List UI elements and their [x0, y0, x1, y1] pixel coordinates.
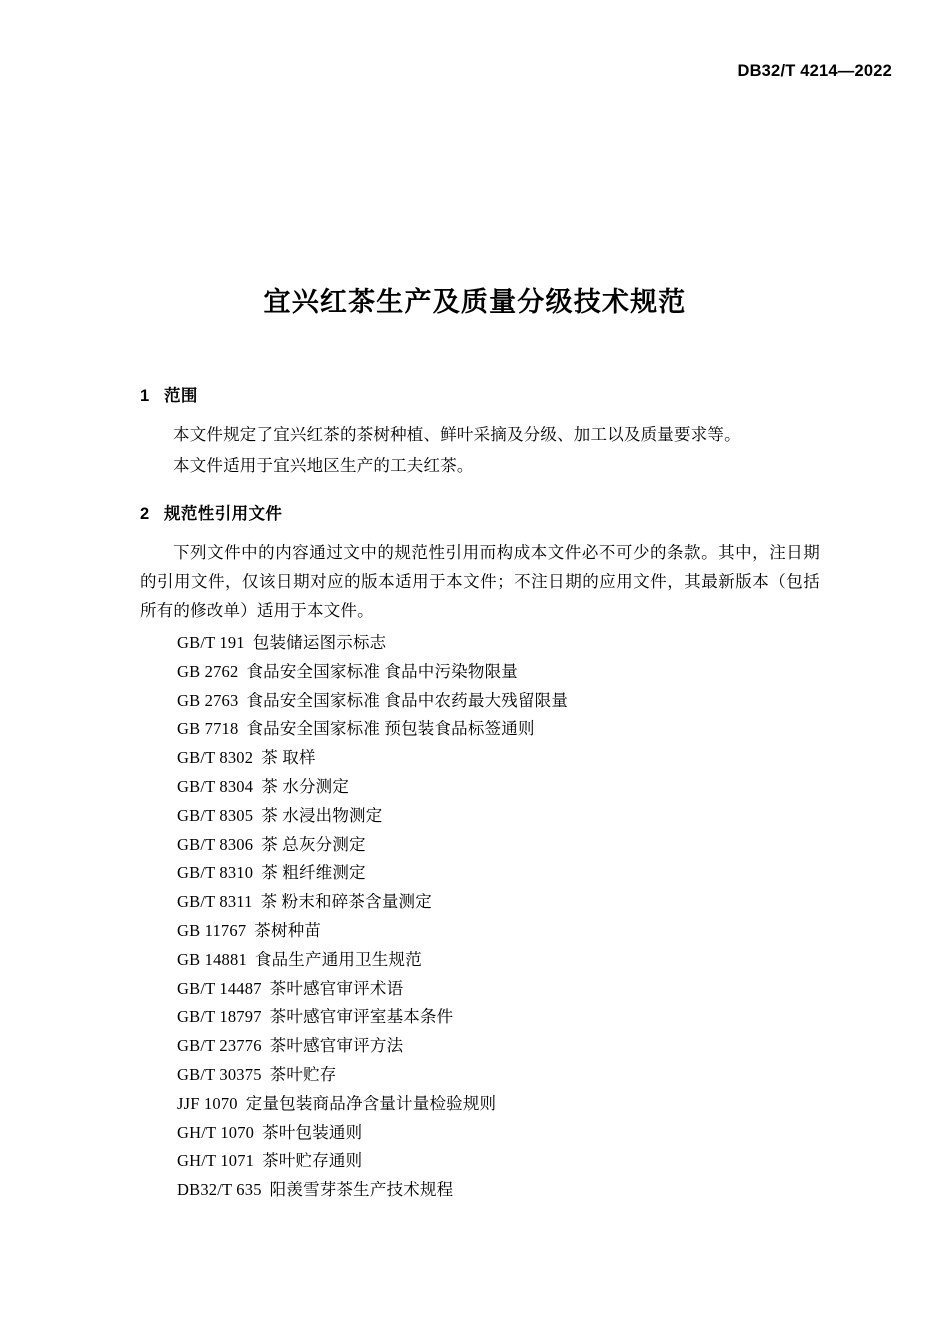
reference-title: 食品安全国家标准 食品中污染物限量: [246, 661, 518, 681]
list-item: [177, 744, 820, 773]
reference-title: 包装储运图示标志: [252, 633, 387, 652]
reference-title: 茶叶包装通则: [262, 1122, 363, 1142]
reference-title: 茶 粉末和碎茶含量测定: [260, 892, 432, 912]
list-item: [177, 975, 820, 1004]
list-item: [177, 859, 820, 888]
reference-title: 茶 粗纤维测定: [261, 863, 366, 883]
list-item: [177, 917, 820, 946]
list-item: [177, 946, 820, 975]
list-item: [177, 888, 820, 917]
list-item: [177, 687, 820, 716]
list-item: [177, 1032, 820, 1061]
reference-code: GB 14881: [177, 949, 247, 969]
reference-code: GB/T 18797: [177, 1007, 262, 1027]
page-header-standard-number: DB32/T 4214—2022: [737, 62, 892, 80]
normative-references-list: [140, 629, 820, 1205]
list-item: [177, 1176, 820, 1205]
reference-code: GB 2762: [177, 661, 239, 681]
reference-title: 茶 总灰分测定: [261, 834, 366, 854]
list-item: [177, 629, 820, 658]
section-heading-1: [140, 382, 820, 406]
reference-title: 茶叶贮存通则: [262, 1151, 363, 1171]
reference-code: GB/T 30375: [177, 1064, 262, 1084]
reference-code: GB/T 8311: [177, 892, 253, 912]
document-body: [140, 382, 820, 1205]
reference-title: 食品安全国家标准 食品中农药最大残留限量: [246, 690, 569, 710]
reference-title: 茶叶感官审评室基本条件: [269, 1007, 454, 1027]
reference-code: GB/T 23776: [177, 1036, 262, 1056]
section-2-paragraph-1: 下列文件中的内容通过文中的规范性引用而构成本文件必不可少的条款。其中，注日期的引用文件，仅该日期对应的版本适用于本文件；不注日期的应用文件，其最新版本（包括所有的修改单）适用于本文件。: [140, 543, 820, 620]
reference-code: GH/T 1070: [177, 1122, 255, 1142]
list-item: [177, 802, 820, 831]
section-title-1: 范围: [164, 387, 198, 405]
list-item: [177, 1147, 820, 1176]
reference-code: GB/T 8306: [177, 834, 254, 854]
reference-code: JJF 1070: [177, 1093, 238, 1113]
reference-title: 阳羡雪芽茶生产技术规程: [269, 1180, 454, 1200]
section-1-paragraph-1: 本文件规定了宜兴红茶的茶树种植、鲜叶采摘及分级、加工以及质量要求等。: [173, 425, 741, 444]
list-item: [177, 1061, 820, 1090]
reference-code: GB/T 8310: [177, 863, 254, 883]
section-number-2: 2: [140, 505, 150, 523]
reference-code: GB 2763: [177, 690, 239, 710]
reference-code: GH/T 1071: [177, 1151, 255, 1171]
reference-title: 食品安全国家标准 预包装食品标签通则: [246, 719, 535, 739]
reference-title: 定量包装商品净含量计量检验规则: [245, 1093, 497, 1113]
list-item: [177, 715, 820, 744]
reference-title: 茶 水分测定: [261, 776, 350, 796]
reference-code: GB 11767: [177, 920, 247, 940]
reference-title: 茶树种苗: [254, 920, 322, 940]
section-1-paragraph-2: 本文件适用于宜兴地区生产的工夫红茶。: [173, 456, 474, 475]
list-item: [177, 1090, 820, 1119]
reference-code: DB32/T 635: [177, 1180, 262, 1200]
reference-title: 茶 取样: [261, 748, 316, 768]
reference-code: GB/T 8304: [177, 776, 254, 796]
reference-code: GB/T 14487: [177, 978, 262, 998]
reference-code: GB/T 8302: [177, 748, 254, 768]
reference-title: 茶 水浸出物测定: [261, 805, 383, 825]
reference-code: GB/T 191: [177, 633, 245, 652]
reference-title: 茶叶贮存: [269, 1064, 337, 1084]
reference-title: 茶叶感官审评术语: [269, 978, 404, 998]
page-title: 宜兴红茶生产及质量分级技术规范: [263, 287, 687, 317]
list-item: [177, 1119, 820, 1148]
section-heading-2: [140, 500, 820, 524]
list-item: [177, 831, 820, 860]
section-number-1: 1: [140, 387, 150, 405]
reference-title: 茶叶感官审评方法: [269, 1036, 404, 1056]
list-item: [177, 658, 820, 687]
reference-code: GB/T 8305: [177, 805, 254, 825]
reference-code: GB 7718: [177, 719, 239, 739]
list-item: [177, 773, 820, 802]
list-item: [177, 1003, 820, 1032]
reference-title: 食品生产通用卫生规范: [254, 949, 422, 969]
section-title-2: 规范性引用文件: [164, 505, 283, 523]
